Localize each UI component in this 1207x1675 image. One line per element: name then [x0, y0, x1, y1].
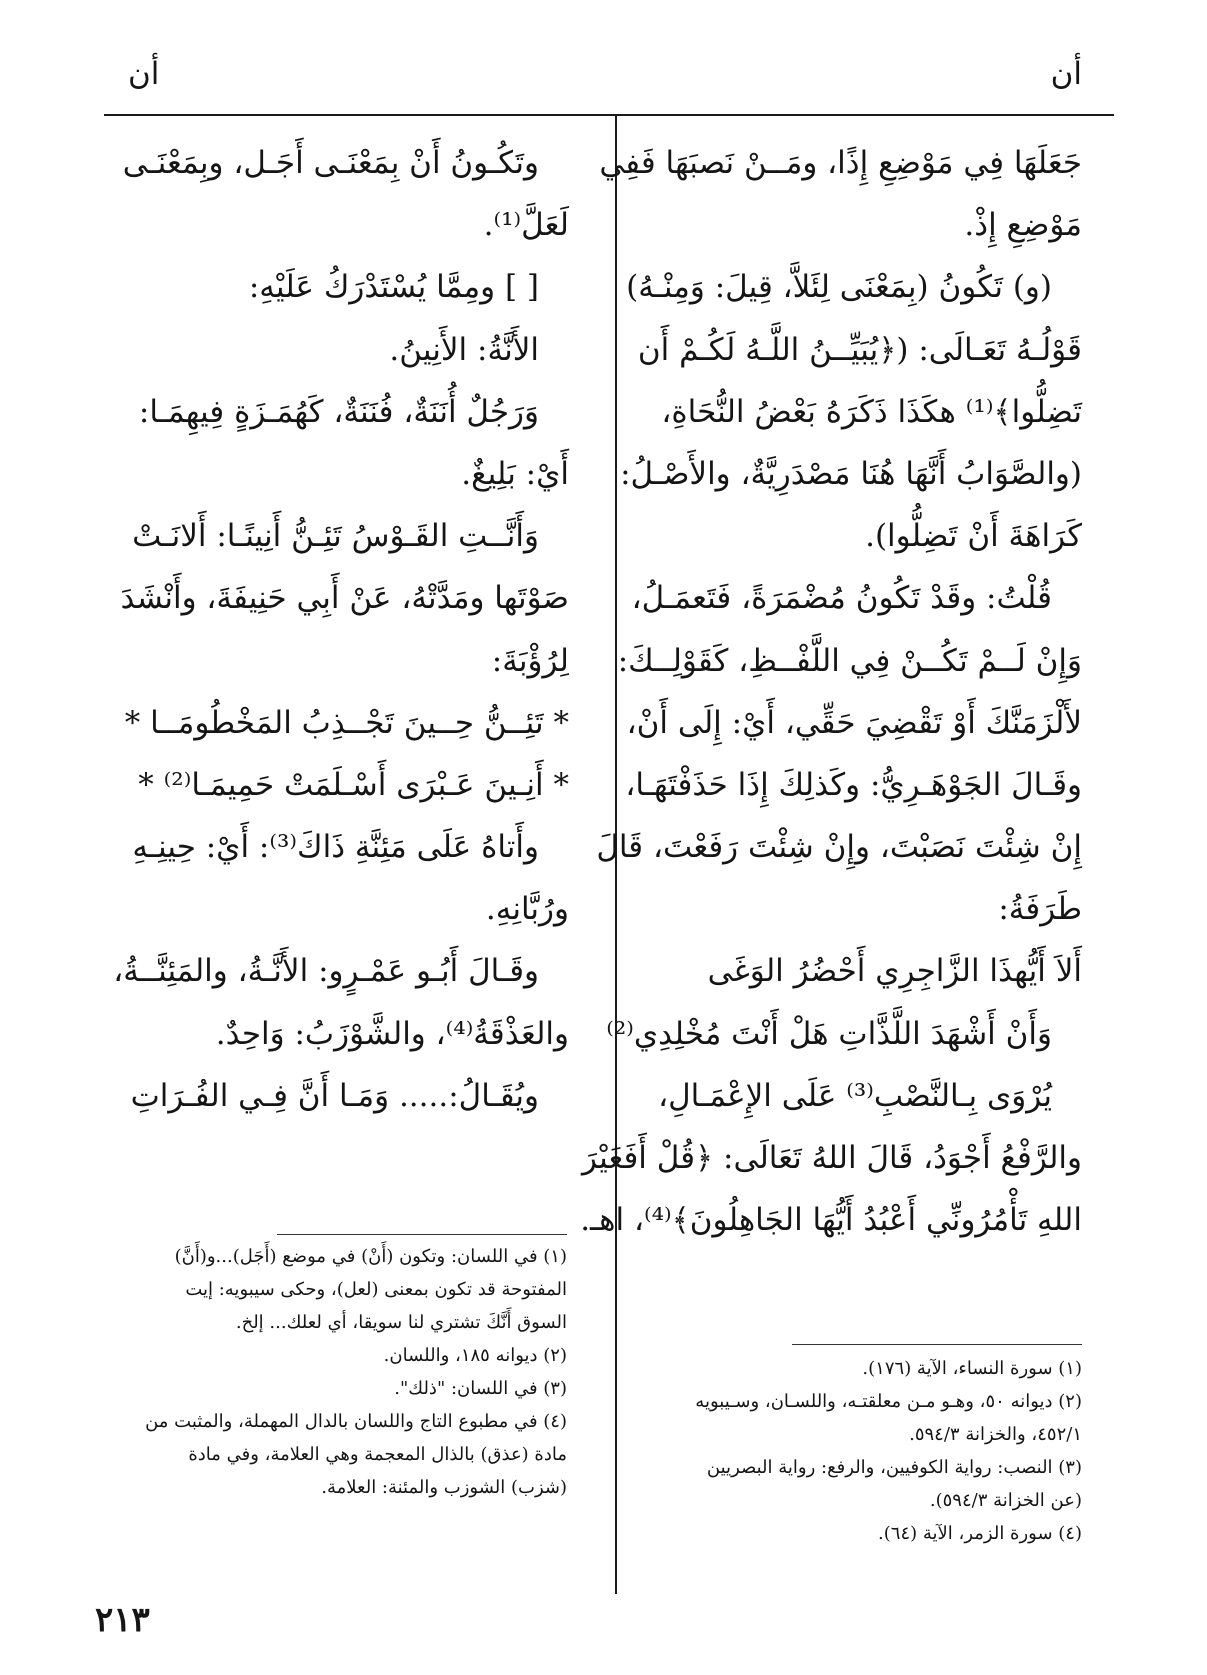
- text-line: ورُبَّانِهِ.: [485, 891, 569, 928]
- text-line: وأَتاهُ عَلَى مَئِنَّةِ ذَاكَ⁽³⁾: أَيْ: حِينِـهِ: [132, 829, 539, 866]
- text-line: صَوْتَها ومَدَّتْهُ، عَنْ أَبِي حَنِيفَةَ، وأَنْشَدَ: [120, 580, 569, 617]
- text-line: أَيْ: بَلِيغٌ.: [461, 455, 569, 492]
- text-line: لَعَلَّ⁽¹⁾.: [483, 207, 569, 244]
- right-column: [580, 132, 1082, 1251]
- page-number: ٢١٣: [95, 1600, 150, 1640]
- text-line: (والصَّوَابُ أَنَّهَا هُنَا مَصْدَرِيَّةٌ، والأَصْـلُ:: [620, 455, 1082, 492]
- text-line: اللهِ تَأْمُرُونِّي أَعْبُدُ أَيُّهَا الجَاهِلُونَ﴾⁽⁴⁾، اهـ.: [580, 1202, 1082, 1239]
- footnote-line: (٢) ديوانه ٥٠، وهـو مـن معلقتـه، واللسـان، وسـيبويه: [695, 1391, 1082, 1412]
- running-header-right: أن: [1050, 56, 1082, 92]
- text-line: لأَلْزَمَنَّكَ أَوْ تَقْضِيَ حَقِّي، أَيْ: إِلَى أَنْ،: [626, 704, 1082, 741]
- footnote-line: (٣) في اللسان: "ذلك".: [394, 1378, 567, 1399]
- text-line: تَضِلُّوا﴾⁽¹⁾ هكَذَا ذَكَرَهُ بَعْضُ النُّحَاةِ،: [661, 393, 1082, 430]
- footnote-line: (٤) سورة الزمر، الآية (٦٤).: [878, 1523, 1082, 1544]
- text-line: قُلْتُ: وقَدْ تَكُونُ مُضْمَرَةً، فَتَعمَـلُ،: [631, 580, 1052, 617]
- footnote-line: (شزب) الشوزب والمئنة: العلامة.: [321, 1477, 567, 1498]
- text-line: ويُقَـالُ:..... وَمَـا أَنَّ فِـي الفُـرَاتِ: [130, 1077, 539, 1114]
- footnote-rule-right: [792, 1344, 1082, 1345]
- text-line: وَرَجُلٌ أُنَنَةٌ، فُنَنَةٌ، كَهُمَـزَةٍ فِيهِمَـا:: [138, 393, 539, 430]
- footnote-line: (١) سورة النساء، الآية (١٧٦).: [862, 1358, 1082, 1379]
- verse-line: * أَنِـينَ عَـبْرَى أَسْـلَمَتْ حَمِيمَـا⁽²⁾ *: [138, 766, 569, 803]
- verse-line: أَلاَ أَيُّهذَا الزَّاجِرِي أَحْضُرُ الوَغَى: [707, 953, 1082, 990]
- text-line: (و) تَكُونُ (بِمَعْنَى لِئَلاَّ، قِيلَ: وَمِنْـهُ): [626, 269, 1052, 306]
- text-line: مَوْضِعِ إِذْ.: [964, 207, 1082, 244]
- footnote-line: (عن الخزانة ٥٩٤/٣).: [929, 1490, 1082, 1511]
- text-line: والرَّفْعُ أَجْوَدُ، قَالَ اللهُ تَعَالَى: ﴿قُلْ أَفَغَيْرَ: [582, 1140, 1082, 1176]
- text-line: لِرُؤْبَةَ:: [491, 642, 569, 679]
- footnote-rule-left: [277, 1234, 567, 1235]
- left-column: [104, 132, 569, 1127]
- footnote-line: السوق أَنَّكَ تشتري لنا سويقا، أي لعلك... إلخ.: [235, 1312, 567, 1333]
- text-line: وقَـالَ الجَوْهَـرِيُّ: وكَذلِكَ إِذَا حَذَفْتَهَـا،: [625, 766, 1082, 803]
- text-line: يُرْوَى بِـالنَّصْبِ⁽³⁾ عَلَى الإِعْمَـالِ،: [658, 1077, 1052, 1114]
- text-line: طَرَفَةُ:: [998, 891, 1082, 928]
- verse-line: وَأَنْ أَشْهَدَ اللَّذَّاتِ هَلْ أَنْتَ مُخْلِدِي⁽²⁾: [606, 1015, 1052, 1052]
- footnote-line: مادة (عذق) بالذال المعجمة وهي العلامة، وفي مادة: [188, 1444, 567, 1465]
- text-line: وَأَنَّــتِ القَـوْسُ تَئِـنُّ أَنِينًـا: أَلانَـتْ: [132, 518, 539, 555]
- text-line: إِنْ شِئْتَ نَصَبْتَ، وإِنْ شِئْتَ رَفَعْتَ، قَالَ: [596, 829, 1082, 866]
- verse-line: * تَئِــنُّ حِــينَ تَجْــذِبُ المَخْطُومَــا *: [124, 704, 569, 741]
- footnotes-left: [105, 1240, 567, 1504]
- text-line: كَرَاهَةَ أَنْ تَضِلُّوا).: [865, 518, 1082, 555]
- footnote-line: (٤) في مطبوع التاج واللسان بالدال المهملة، والمثبت من: [145, 1411, 567, 1432]
- text-line: والعَذْقَةُ⁽⁴⁾، والشَّوْزَبُ: وَاحِدٌ.: [215, 1015, 569, 1052]
- footnotes-right: [612, 1352, 1082, 1550]
- text-line: وقَـالَ أَبُـو عَمْـرٍو: الأَنَّـةُ، والمَئِنَّــةُ،: [113, 953, 539, 990]
- footnote-line: ٤٥٢/١، والخزانة ٥٩٤/٣.: [909, 1424, 1082, 1445]
- text-line: [ ] ومِمَّا يُسْتَدْرَكُ عَلَيْهِ:: [248, 269, 539, 306]
- header-rule: [104, 114, 1114, 116]
- footnote-line: المفتوحة قد تكون بمعنى (لعل)، وحكى سيبويه: إيت: [185, 1279, 567, 1300]
- footnote-line: (١) في اللسان: وتكون (أَنْ) في موضع (أَجَل)...و(أَنَّ): [174, 1246, 567, 1267]
- text-line: وتَكُـونُ أَنْ بِمَعْنَـى أَجَـل، وبِمَعْنَـى: [122, 145, 539, 181]
- text-line: الأَنَّةُ: الأَنِينُ.: [389, 331, 539, 368]
- running-header-left: أن: [128, 56, 160, 92]
- footnote-line: (٢) ديوانه ١٨٥، واللسان.: [383, 1345, 567, 1366]
- text-line: وَإِنْ لَــمْ تَكُــنْ فِي اللَّفْــظِ، كَقَوْلِــكَ:: [617, 642, 1082, 679]
- text-line: قَوْلُـهُ تَعَـالَى: (﴿يُبَيِّــنُ اللَّـهُ لَكُـمْ أَن: [637, 331, 1082, 368]
- footnote-line: (٣) النصب: رواية الكوفيين، والرفع: رواية البصريين: [706, 1457, 1082, 1478]
- text-line: جَعَلَهَا فِي مَوْضِعِ إِذًا، ومَــنْ نَصبَهَا فَفِي: [599, 145, 1082, 181]
